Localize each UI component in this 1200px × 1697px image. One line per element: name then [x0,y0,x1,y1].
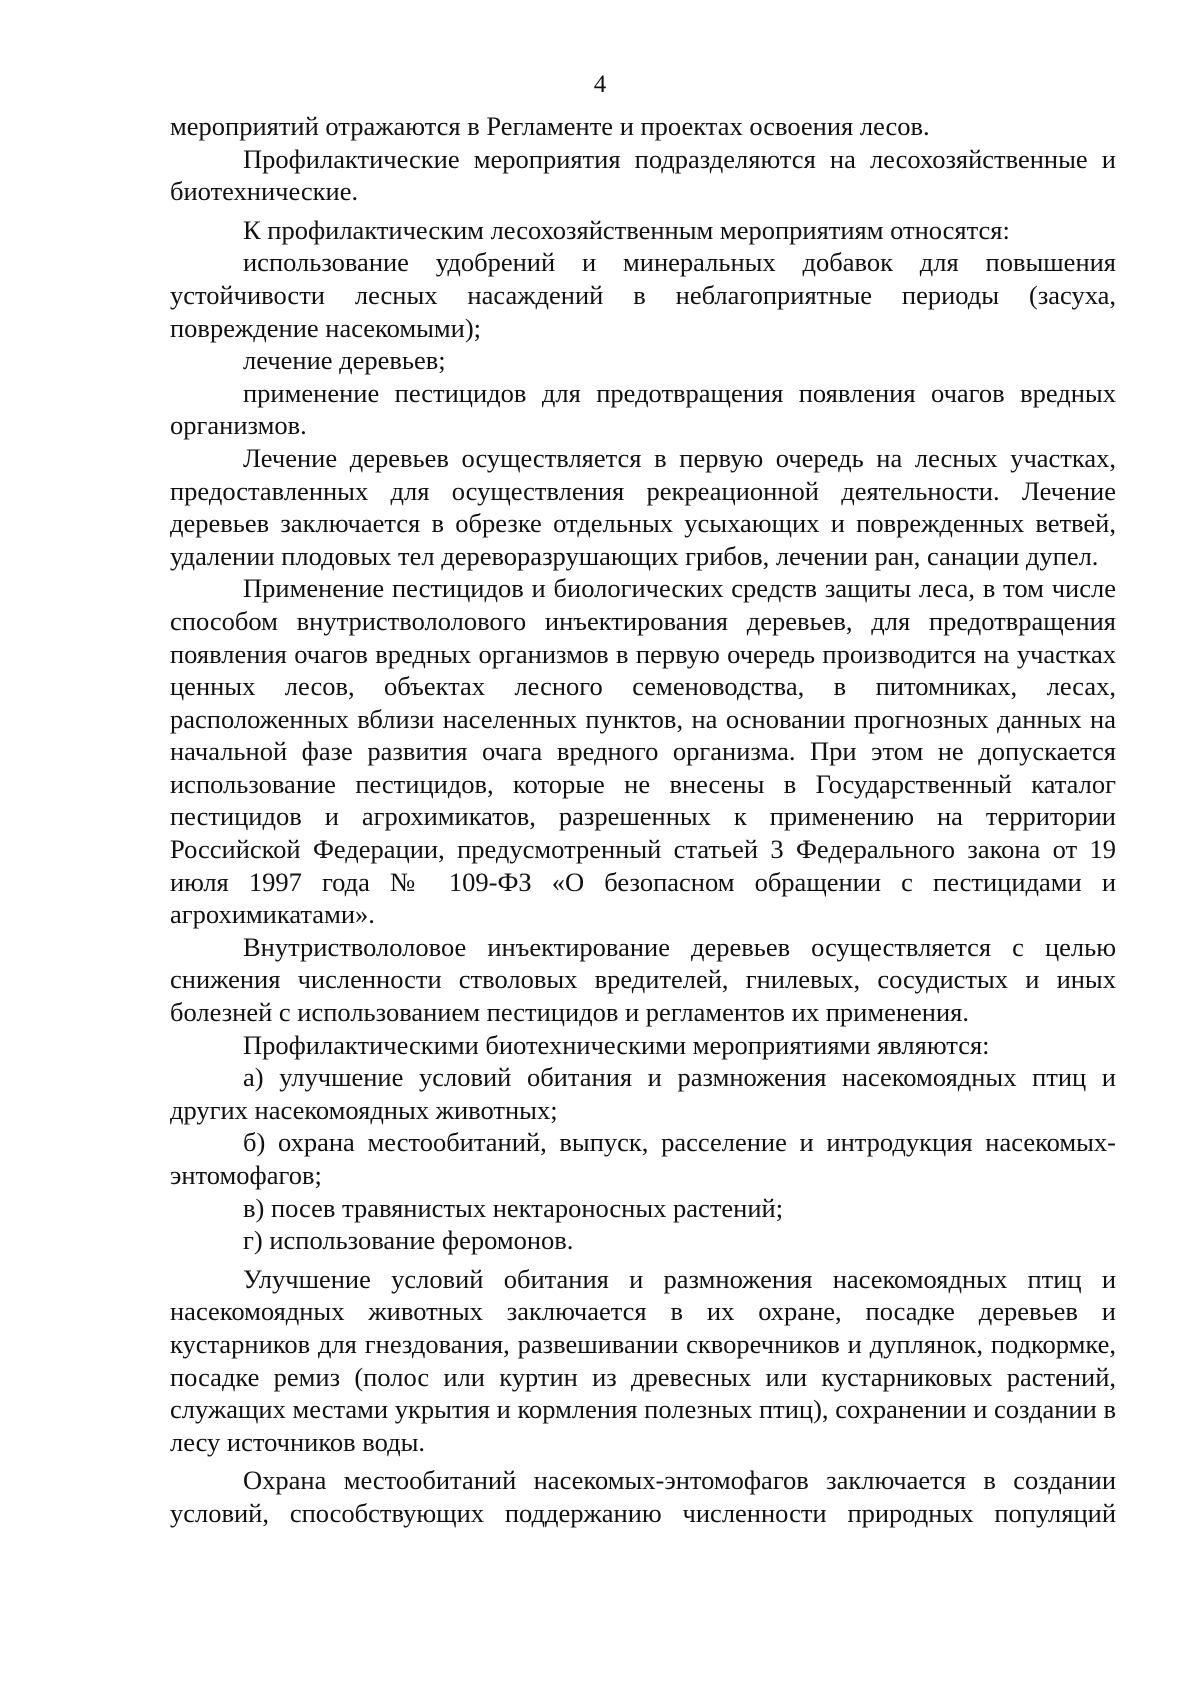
list-item-nectar-plants: в) посев травянистых нектароносных растений; [243,1192,784,1223]
paragraph-continuation: мероприятий отражаются в Регламенте и проектах освоения лесов. [170,111,930,141]
paragraph-forestry-measures-intro: К профилактическим лесохозяйственным мероприятиям относятся: [243,214,1010,245]
paragraph-pesticide-application: Применение пестицидов и биологических средств защиты леса, в том числе способом внутриствололового инъектирования деревьев, для предотвращения появления очагов вредных организмов в первую очередь производится на участках ценных лесов, объектах лесного семеноводства, в питомниках, лесах, расположенных вблизи населенных пунктов, на основании прогнозных данных на начальной фазе развития очага вредного организма. При этом не допускается использование пестицидов, которые не внесены в Государственный каталог пестицидов и агрохимикатов, разрешенных к применению на территории Российской Федерации, предусмотренный статьей 3 Федерального закона от 19 июля 1997 года № 109-ФЗ «О безопасном обращении с пестицидами и агрохимикатами». [170,573,1116,930]
list-item-pheromones: г) использование феромонов. [243,1225,574,1256]
list-item-pesticides: применение пестицидов для предотвращения появления очагов вредных организмов. [170,377,1116,441]
paragraph-biotechnical-intro: Профилактическими биотехническими мероприятиями являются: [243,1029,990,1060]
paragraph-preventive-types: Профилактические мероприятия подразделяются на лесохозяйственные и биотехнические. [170,143,1116,207]
list-item-birds: а) улучшение условий обитания и размножения насекомоядных птиц и других насекомоядных животных; [170,1062,1116,1125]
list-item-fertilizers: использование удобрений и минеральных добавок для повышения устойчивости лесных насаждений в неблагоприятные периоды (засуха, повреждение насекомыми); [170,247,1116,343]
list-item-entomophages: б) охрана местообитаний, выпуск, расселение и интродукция насекомых-энтомофагов; [170,1127,1116,1190]
page-number: 4 [593,71,607,98]
list-item-tree-treatment: лечение деревьев; [243,345,446,376]
paragraph-bird-habitat: Улучшение условий обитания и размножения насекомоядных птиц и насекомоядных животных заключается в их охране, посадке деревьев и кустарников для гнездования, развешивании скворечников и дуплянок, подкормке, посадке ремиз (полос или куртин из древесных или кустарниковых растений, служащих местами укрытия и кормления полезных птиц), сохранении и создании в лесу источников воды. [170,1263,1116,1457]
body-text [170,110,1116,1530]
paragraph-tree-treatment: Лечение деревьев осуществляется в первую очередь на лесных участках, предоставленных для осуществления рекреационной деятельности. Лечение деревьев заключается в обрезке отдельных усыхающих и поврежденных ветвей, удалении плодовых тел дереворазрушающих грибов, лечении ран, санации дупел. [170,442,1116,571]
paragraph-entomophage-habitat: Охрана местообитаний насекомых-энтомофагов заключается в создании условий, способствующих поддержанию численности природных популяций [170,1465,1116,1528]
paragraph-trunk-injection: Внутриствололовое инъектирование деревьев осуществляется с целью снижения численности стволовых вредителей, гнилевых, сосудистых и иных болезней с использованием пестицидов и регламентов их применения. [170,931,1116,1028]
